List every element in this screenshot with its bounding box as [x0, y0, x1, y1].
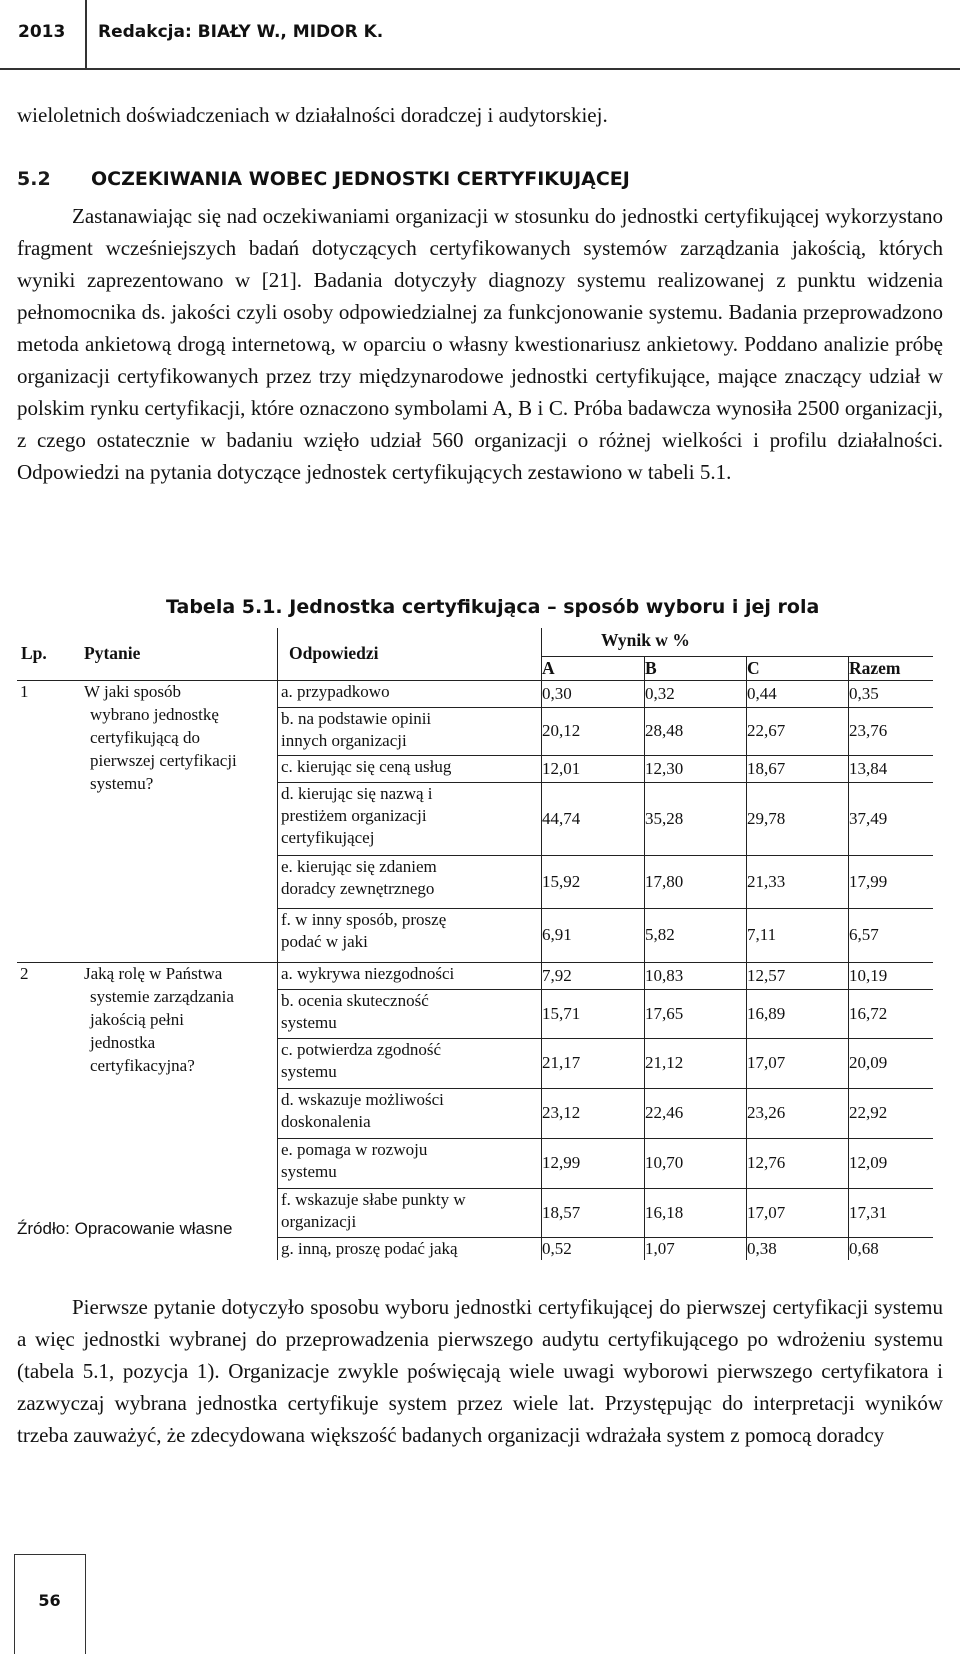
table-cell-total: 0,35	[849, 683, 879, 703]
table-cell-b: 10,70	[645, 1153, 684, 1172]
table-answer-line: d. wskazuje możliwości	[281, 1090, 444, 1109]
table-header-subrule	[541, 656, 933, 657]
table-cell-c: 29,78	[747, 808, 786, 828]
table-cell-total: 22,92	[849, 1103, 888, 1122]
table-answer-line: prestiżem organizacji	[281, 806, 427, 825]
table-cell-a: 6,91	[542, 925, 572, 944]
table-group-rule	[17, 680, 933, 681]
table-row-rule	[277, 1038, 933, 1039]
table-answer-line: certyfikującej	[281, 828, 375, 847]
table-cell-b: 5,82	[645, 925, 675, 944]
table-col-separator	[541, 628, 542, 1260]
table-cell-a: 7,92	[542, 965, 572, 985]
table-row-rule	[277, 755, 933, 756]
table-answer-line: doradcy zewnętrznego	[281, 879, 435, 898]
page-number: 56	[38, 1591, 61, 1610]
table-col-separator	[277, 628, 278, 1260]
table-answer-line: a. wykrywa niezgodności	[281, 964, 455, 983]
header-divider	[85, 0, 87, 68]
table-answer-line: d. kierując się nazwą i	[281, 784, 433, 803]
table-col-separator	[848, 656, 849, 1260]
table-header-a: A	[542, 658, 555, 678]
header-editors: Redakcja: BIAŁY W., MIDOR K.	[98, 22, 384, 42]
table-row-rule	[277, 1138, 933, 1139]
table-header-b: B	[645, 658, 657, 678]
table-row-rule	[277, 1088, 933, 1089]
table-question-line: pierwszej certyfikacji	[90, 751, 237, 770]
table-question-line: systemu?	[90, 774, 154, 793]
table-answer-line: c. kierując się ceną usług	[281, 757, 452, 776]
section-number: 5.2	[17, 168, 51, 190]
intro-line: wieloletnich doświadczeniach w działalności doradczej i audytorskiej.	[17, 103, 608, 127]
table-answer-line: organizacji	[281, 1212, 357, 1231]
table-cell-a: 23,12	[542, 1103, 581, 1122]
table-cell-total: 17,31	[849, 1202, 888, 1222]
table-question-line: certyfikującą do	[90, 728, 200, 747]
table-answer-line: innych organizacji	[281, 731, 407, 750]
table-col-separator	[644, 656, 645, 1260]
table-cell-c: 7,11	[747, 925, 777, 944]
table-cell-a: 20,12	[542, 721, 581, 740]
table-cell-c: 18,67	[747, 758, 786, 778]
table-caption: Tabela 5.1. Jednostka certyfikująca – sposób wyboru i jej rola	[166, 596, 820, 618]
table-cell-b: 1,07	[645, 1238, 675, 1258]
table-cell-b: 21,12	[645, 1053, 684, 1072]
table-header-c: C	[747, 658, 760, 678]
table-cell-b: 16,18	[645, 1202, 684, 1222]
table-row-rule	[277, 1188, 933, 1189]
table-row-rule	[277, 1237, 933, 1238]
table-header-result: Wynik w %	[601, 630, 690, 650]
table-question-line: Jaką rolę w Państwa	[84, 964, 223, 983]
table-row-rule	[277, 989, 933, 990]
table-cell-a: 15,71	[542, 1003, 581, 1023]
table-cell-c: 0,44	[747, 683, 777, 703]
table-cell-b: 35,28	[645, 808, 684, 828]
table-cell-total: 12,09	[849, 1153, 888, 1172]
table-answer-line: e. kierując się zdaniem	[281, 857, 437, 876]
table-row-rule	[277, 908, 933, 909]
table-cell-b: 0,32	[645, 683, 675, 703]
table-cell-c: 12,57	[747, 965, 786, 985]
table-question-line: W jaki sposób	[84, 682, 181, 701]
table-question-line: jednostka	[90, 1033, 156, 1052]
table-answer-line: e. pomaga w rozwoju	[281, 1140, 428, 1159]
page-header	[0, 0, 960, 68]
table-cell-b: 17,80	[645, 871, 684, 891]
table-cell-b: 12,30	[645, 758, 684, 778]
table-cell-c: 0,38	[747, 1238, 777, 1258]
table-cell-b: 28,48	[645, 721, 684, 740]
table-cell-b: 22,46	[645, 1103, 684, 1122]
table-answer-line: systemu	[281, 1062, 337, 1081]
header-year: 2013	[18, 22, 66, 42]
table-header-rule	[17, 680, 933, 681]
table-cell-c: 17,07	[747, 1053, 786, 1072]
table-cell-c: 23,26	[747, 1103, 786, 1122]
table-cell-c: 21,33	[747, 871, 786, 891]
table-cell-c: 16,89	[747, 1003, 786, 1023]
table-answer-line: doskonalenia	[281, 1112, 371, 1131]
section-heading	[17, 168, 630, 190]
table-cell-total: 10,19	[849, 965, 888, 985]
table-header-total: Razem	[849, 658, 901, 678]
table-cell-a: 12,99	[542, 1153, 581, 1172]
table-answer-line: b. na podstawie opinii	[281, 709, 432, 728]
page-number-box	[14, 1554, 86, 1654]
table-question-line: wybrano jednostkę	[90, 705, 219, 724]
table-row-rule	[277, 707, 933, 708]
table-question-line: systemie zarządzania	[90, 987, 234, 1006]
table-answer-line: podać w jaki	[281, 932, 368, 951]
table-header-question: Pytanie	[84, 643, 141, 663]
table-answer-line: b. ocenia skuteczność	[281, 991, 429, 1010]
table-cell-total: 37,49	[849, 808, 888, 828]
table-cell-a: 44,74	[542, 808, 581, 828]
table-cell-a: 12,01	[542, 758, 581, 778]
table-cell-c: 17,07	[747, 1202, 786, 1222]
table-group-rule	[17, 962, 933, 963]
table-cell-total: 17,99	[849, 871, 888, 891]
table-cell-b: 17,65	[645, 1003, 684, 1023]
table-header-answer: Odpowiedzi	[289, 643, 379, 663]
table-answer-line: a. przypadkowo	[281, 682, 390, 701]
section-title: OCZEKIWANIA WOBEC JEDNOSTKI CERTYFIKUJĄCEJ	[91, 168, 630, 190]
table-cell-a: 0,30	[542, 683, 572, 703]
table-answer-line: f. w inny sposób, proszę	[281, 910, 447, 929]
table-col-separator	[746, 656, 747, 1260]
table-answer-line: systemu	[281, 1013, 337, 1032]
table-cell-total: 0,68	[849, 1238, 879, 1258]
paragraph-2: Pierwsze pytanie dotyczyło sposobu wyboru jednostki certyfikującej do pierwszej certyfikacji systemu a więc jednostki wybranej do przeprowadzenia pierwszego audytu certyfikującego po wdrożeniu systemu (tabela 5.1, pozycja 1). Organizacje zwykle poświęcają wiele uwagi wyborowi pierwszego certyfikatora i zazwyczaj wybrana jednostka certyfikuje system przez wiele lat. Przystępując do interpretacji wyników trzeba zauważyć, że zdecydowana większość badanych organizacji wdrażała system z pomocą doradcy	[17, 1295, 943, 1447]
table-cell-a: 18,57	[542, 1202, 581, 1222]
table-lp-1: 1	[20, 682, 29, 701]
table-cell-a: 21,17	[542, 1053, 581, 1072]
table-answer-line: f. wskazuje słabe punkty w	[281, 1190, 466, 1209]
header-rule	[0, 68, 960, 70]
table-cell-total: 23,76	[849, 721, 888, 740]
table-cell-total: 6,57	[849, 925, 879, 944]
table-question-line: jakością pełni	[90, 1010, 184, 1029]
table-source: Źródło: Opracowanie własne	[17, 1219, 233, 1238]
paragraph-1: Zastanawiając się nad oczekiwaniami organizacji w stosunku do jednostki certyfikującej wykorzystano fragment wcześniejszych badań dotyczących certyfikowanych systemów zarządzania jakością, których wyniki zaprezentowano w [21]. Badania dotyczyły diagnozy systemu realizowanej z punktu widzenia pełnomocnika ds. jakości czyli osoby odpowiedzialnej za funkcjonowanie systemu. Badania przeprowadzono metoda ankietową drogą internetową, w oparciu o własny kwestionariusz ankietowy. Poddano analizie próbę organizacji certyfikowanych przez trzy międzynarodowe jednostki certyfikujące, mające znaczący udział w polskim rynku certyfikacji, które oznaczono symbolami A, B i C. Próba badawcza wynosiła 2500 organizacji, z czego ostatecznie w badaniu wzięło udział 560 organizacji o różnej wielkości i profilu działalności. Odpowiedzi na pytania dotyczące jednostek certyfikujących zestawiono w tabeli 5.1.	[17, 204, 943, 484]
table-header-lp: Lp.	[21, 643, 47, 663]
table-answer-line: systemu	[281, 1162, 337, 1181]
table-cell-total: 20,09	[849, 1053, 888, 1072]
table-cell-total: 13,84	[849, 758, 888, 778]
table-lp-2: 2	[20, 964, 29, 983]
table-question-line: certyfikacyjna?	[90, 1056, 195, 1075]
table-cell-a: 0,52	[542, 1238, 572, 1258]
table-cell-b: 10,83	[645, 965, 684, 985]
table-answer-line: c. potwierdza zgodność	[281, 1040, 442, 1059]
table-cell-a: 15,92	[542, 871, 581, 891]
table-row-rule	[277, 782, 933, 783]
table-cell-c: 12,76	[747, 1153, 786, 1172]
table-row-rule	[277, 855, 933, 856]
table-cell-c: 22,67	[747, 721, 786, 740]
table-answer-line: g. inną, proszę podać jaką	[281, 1239, 458, 1258]
table-cell-total: 16,72	[849, 1003, 888, 1023]
